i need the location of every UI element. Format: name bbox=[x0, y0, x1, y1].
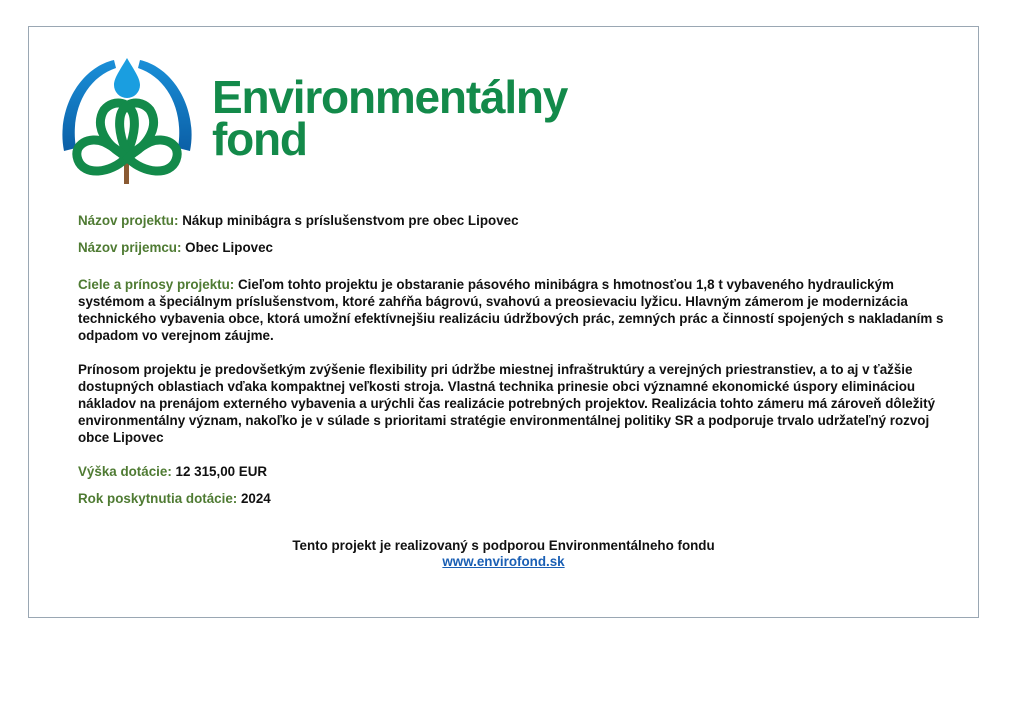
year-label: Rok poskytnutia dotácie: bbox=[78, 491, 238, 506]
project-name-row bbox=[78, 212, 958, 229]
recipient-label: Názov prijemcu: bbox=[78, 240, 182, 255]
goals-paragraph bbox=[78, 276, 958, 344]
benefits-text: Prínosom projektu je predovšetkým zvýšenie flexibility pri údržbe miestnej infraštruktúry a verejných priestranstiev, a to aj v ťažšie dostupných oblastiach vďaka kompaktnej veľkosti stroja. Vlastná technika prinesie obci významné ekonomické úspory elimináciou nákladov na prenájom externého vybavenia a urýchli čas realizácie potrebných projektov. Realizácia tohto zámeru má zároveň dôležitý environmentálny význam, nakoľko je v súlade s prioritami stratégie environmentálnej politiky SR a podporuje trvalo udržateľný rozvoj obce Lipovec bbox=[78, 362, 936, 445]
amount-label: Výška dotácie: bbox=[78, 464, 172, 479]
amount-value: 12 315,00 EUR bbox=[175, 464, 268, 479]
benefits-paragraph bbox=[78, 361, 958, 446]
year-value: 2024 bbox=[240, 491, 271, 506]
project-name-label: Názov projektu: bbox=[78, 213, 179, 228]
leaf-water-drop-logo-icon bbox=[54, 56, 200, 186]
fund-logo-wordmark bbox=[212, 71, 568, 165]
logo-line-1: Environmentálny bbox=[212, 71, 568, 123]
project-name-value: Nákup minibágra s príslušenstvom pre obec Lipovec bbox=[182, 213, 519, 228]
year-row bbox=[78, 490, 958, 507]
footer bbox=[28, 538, 979, 570]
envirofond-link[interactable]: www.envirofond.sk bbox=[442, 554, 565, 569]
recipient-row bbox=[78, 239, 958, 256]
fund-logo bbox=[54, 56, 584, 186]
logo-line-2: fond bbox=[212, 113, 307, 165]
goals-text: Cieľom tohto projektu je obstaranie pásového minibágra s hmotnosťou 1,8 t vybaveného hydraulickým systémom a špeciálnym príslušenstvom, ktoré zahŕňa bágrovú, svahovú a preosievaciu lyžicu. Hlavným zámerom je modernizácia technického vybavenia obce, ktorá umožní efektívnejšiu realizáciu údržbových prác, zemných prác a činností spojených s nakladaním s odpadom vo verejnom záujme. bbox=[78, 277, 944, 343]
goals-label: Ciele a prínosy projektu: bbox=[78, 277, 235, 292]
project-details bbox=[78, 212, 958, 517]
support-statement: Tento projekt je realizovaný s podporou Environmentálneho fondu bbox=[292, 538, 715, 553]
amount-row bbox=[78, 463, 958, 480]
recipient-value: Obec Lipovec bbox=[185, 240, 273, 255]
